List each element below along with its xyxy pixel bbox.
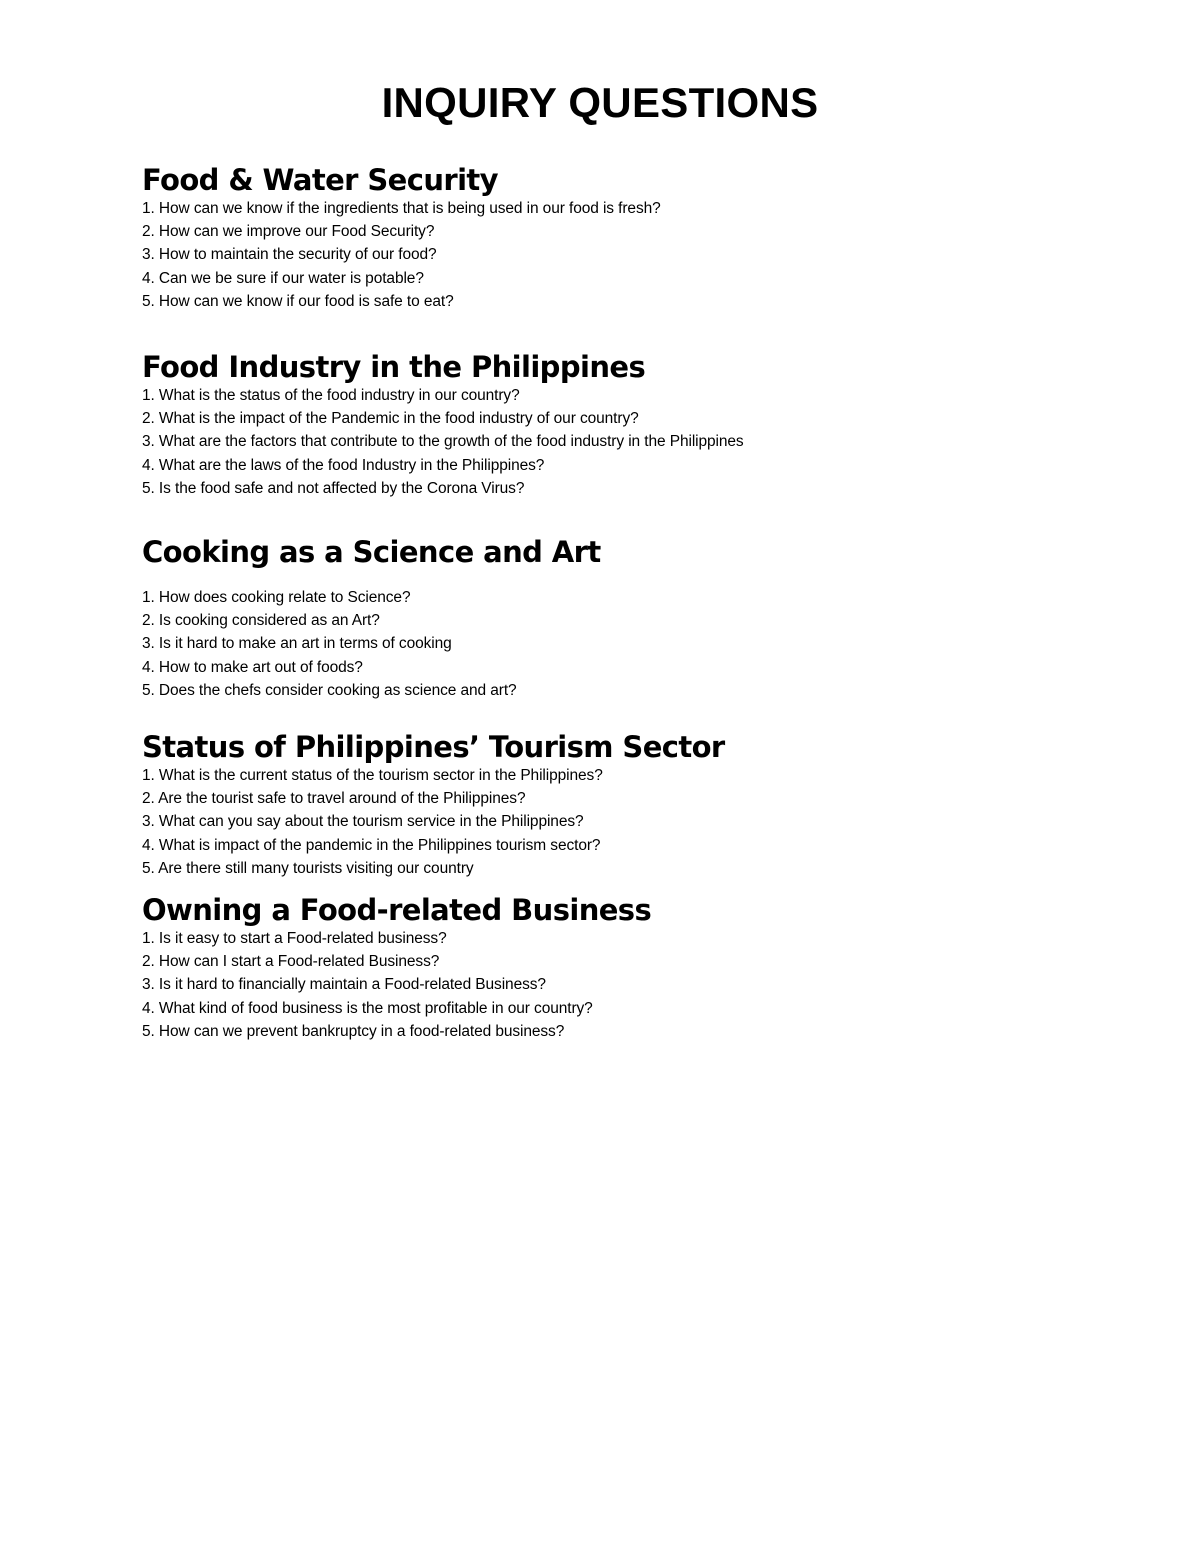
question-item: 4. What kind of food business is the most profitable in our country? bbox=[142, 999, 593, 1017]
question-item: 5. Are there still many tourists visiting our country bbox=[142, 859, 474, 877]
question-item: 3. What are the factors that contribute to the growth of the food industry in the Philippines bbox=[142, 433, 744, 451]
question-item: 3. What can you say about the tourism service in the Philippines? bbox=[142, 813, 584, 831]
question-item: 1. What is the status of the food industry in our country? bbox=[142, 387, 520, 404]
section-heading: Cooking as a Science and Art bbox=[142, 535, 601, 569]
question-item: 4. What is impact of the pandemic in the Philippines tourism sector? bbox=[142, 836, 601, 854]
section-food-business bbox=[142, 893, 1102, 1043]
question-list bbox=[142, 764, 1102, 880]
question-list bbox=[142, 586, 1102, 702]
page-title: INQUIRY QUESTIONS bbox=[381, 79, 819, 126]
question-item: 2. What is the impact of the Pandemic in the food industry of our country? bbox=[142, 410, 639, 428]
question-item: 4. Can we be sure if our water is potable? bbox=[142, 269, 424, 287]
section-heading: Food Industry in the Philippines bbox=[142, 350, 646, 384]
question-item: 4. How to make art out of foods? bbox=[142, 658, 363, 676]
question-item: 1. Is it easy to start a Food-related business? bbox=[142, 930, 447, 947]
question-item: 1. What is the current status of the tourism sector in the Philippines? bbox=[142, 767, 603, 784]
question-item: 2. How can I start a Food-related Business? bbox=[142, 953, 440, 971]
section-heading: Owning a Food-related Business bbox=[142, 893, 652, 927]
section-heading: Status of Philippines’ Tourism Sector bbox=[142, 730, 725, 764]
section-heading: Food & Water Security bbox=[142, 163, 498, 197]
question-item: 5. How can we prevent bankruptcy in a food-related business? bbox=[142, 1022, 565, 1040]
question-item: 2. Are the tourist safe to travel around of the Philippines? bbox=[142, 790, 526, 808]
question-item: 2. How can we improve our Food Security? bbox=[142, 223, 435, 241]
question-item: 1. How does cooking relate to Science? bbox=[142, 589, 411, 606]
question-item: 4. What are the laws of the food Industry in the Philippines? bbox=[142, 456, 545, 474]
question-item: 2. Is cooking considered as an Art? bbox=[142, 612, 380, 630]
question-item: 3. Is it hard to make an art in terms of cooking bbox=[142, 635, 452, 653]
question-list bbox=[142, 927, 1102, 1043]
section-cooking-science-art bbox=[142, 535, 1102, 702]
question-item: 5. Is the food safe and not affected by the Corona Virus? bbox=[142, 479, 525, 497]
section-food-water-security bbox=[142, 163, 1102, 313]
question-item: 3. How to maintain the security of our food? bbox=[142, 246, 437, 264]
question-list bbox=[142, 197, 1102, 313]
question-item: 5. Does the chefs consider cooking as science and art? bbox=[142, 681, 517, 699]
question-item: 1. How can we know if the ingredients that is being used in our food is fresh? bbox=[142, 200, 661, 217]
section-food-industry-philippines bbox=[142, 350, 1102, 500]
question-item: 5. How can we know if our food is safe to eat? bbox=[142, 292, 454, 310]
section-tourism-sector bbox=[142, 730, 1102, 880]
question-list bbox=[142, 384, 1102, 500]
question-item: 3. Is it hard to financially maintain a Food-related Business? bbox=[142, 976, 546, 994]
